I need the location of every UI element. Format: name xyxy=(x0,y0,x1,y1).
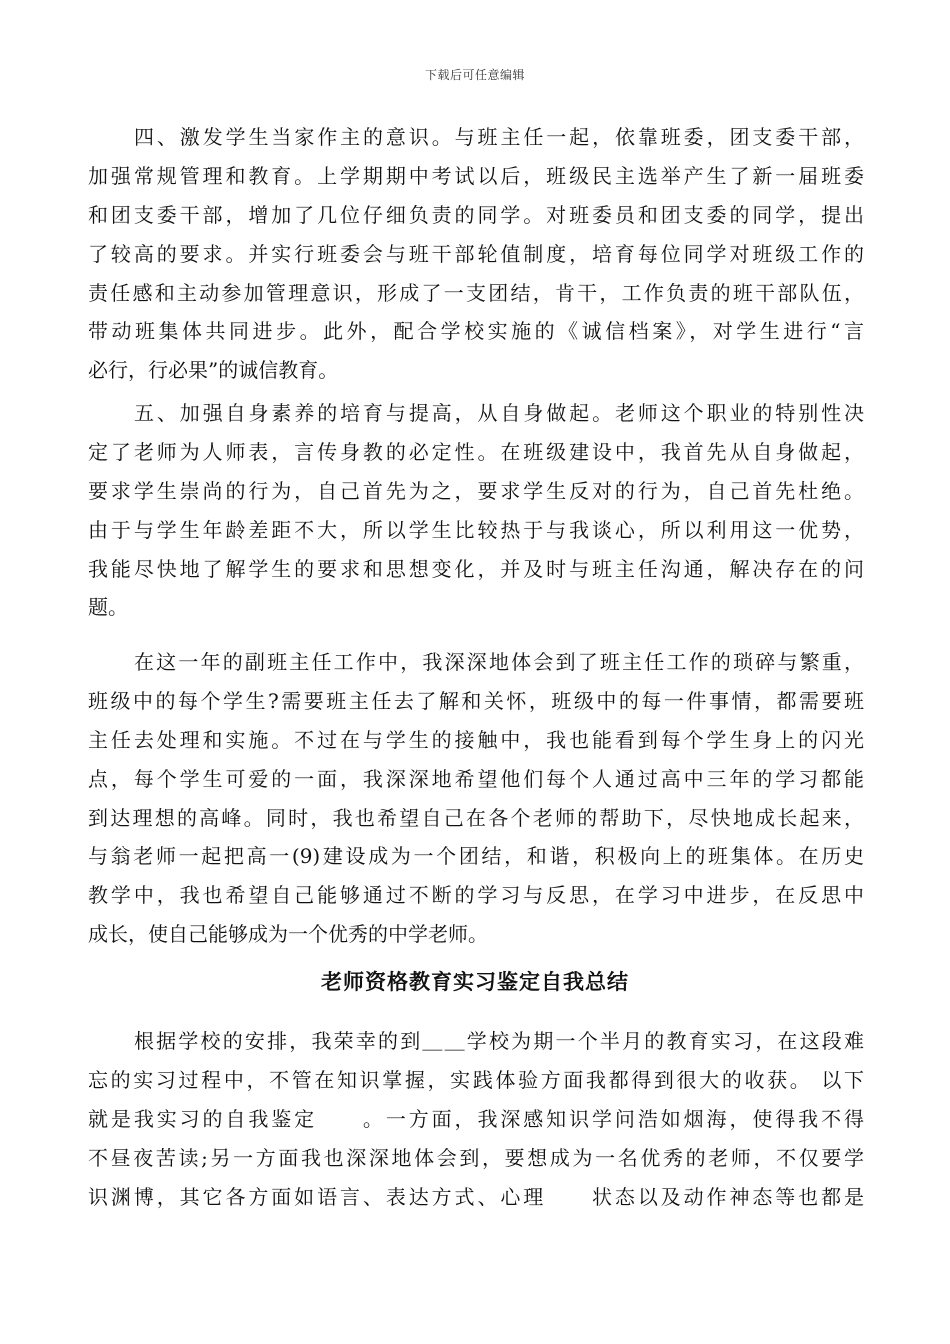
paragraph-line: 了较高的要求。并实行班委会与班干部轮值制度，培育每位同学对班级工作的 xyxy=(88,241,864,266)
paragraph-line: 必行，行必果”的诚信教育。 xyxy=(88,358,339,383)
section-title: 老师资格教育实习鉴定自我总结 xyxy=(321,969,629,994)
paragraph-line: 根据学校的安排，我荣幸的到＿＿学校为期一个半月的教育实习，在这段难 xyxy=(134,1029,864,1053)
paragraph-line: 责任感和主动参加管理意识，形成了一支团结，肯干，工作负责的班干部队伍， xyxy=(88,280,864,305)
paragraph-line: 与翁老师一起把高一(9)建设成为一个团结，和谐，积极向上的班集体。在历史 xyxy=(88,844,864,869)
paragraph-5 xyxy=(88,394,864,627)
paragraph-internship xyxy=(88,1022,864,1216)
paragraph-line: 带动班集体共同进步。此外，配合学校实施的《诚信档案》，对学生进行“言 xyxy=(88,319,864,344)
paragraph-line: 主任去处理和实施。不过在与学生的接触中，我也能看到每个学生身上的闪光 xyxy=(88,727,864,752)
page-header: 下载后可任意编辑 xyxy=(424,68,525,82)
paragraph-line: 加强常规管理和教育。上学期期中考试以后，班级民主选举产生了新一届班委 xyxy=(88,163,864,188)
paragraph-line: 就是我实习的自我鉴定 。一方面，我深感知识学问浩如烟海，使得我不得 xyxy=(88,1106,864,1131)
paragraph-line: 识渊博，其它各方面如语言、表达方式、心理 状态以及动作神态等也都是 xyxy=(88,1184,864,1209)
paragraph-line: 忘的实习过程中，不管在知识掌握，实践体验方面我都得到很大的收获。 以下 xyxy=(88,1067,864,1092)
paragraph-line: 由于与学生年龄差距不大，所以学生比较热于与我谈心，所以利用这一优势， xyxy=(88,517,864,542)
paragraph-line: 要求学生崇尚的行为，自己首先为之，要求学生反对的行为，自己首先杜绝。 xyxy=(88,478,864,503)
paragraph-line: 定了老师为人师表，言传身教的必定性。在班级建设中，我首先从自身做起， xyxy=(88,439,864,464)
paragraph-line: 四、激发学生当家作主的意识。与班主任一起，依靠班委，团支委干部， xyxy=(134,125,864,149)
paragraph-line: 班级中的每个学生?需要班主任去了解和关怀，班级中的每一件事情，都需要班 xyxy=(88,688,864,713)
paragraph-line: 点，每个学生可爱的一面，我深深地希望他们每个人通过高中三年的学习都能 xyxy=(88,766,864,791)
paragraph-line: 成长，使自己能够成为一个优秀的中学老师。 xyxy=(88,922,488,947)
paragraph-line: 在这一年的副班主任工作中，我深深地体会到了班主任工作的琐碎与繁重， xyxy=(134,650,864,674)
paragraph-line: 不昼夜苦读;另一方面我也深深地体会到，要想成为一名优秀的老师，不仅要学 xyxy=(88,1145,864,1170)
paragraph-4 xyxy=(88,118,864,390)
paragraph-line: 到达理想的高峰。同时，我也希望自己在各个老师的帮助下，尽快地成长起来， xyxy=(88,805,864,830)
paragraph-line: 我能尽快地了解学生的要求和思想变化，并及时与班主任沟通，解决存在的问 xyxy=(88,556,864,581)
paragraph-line: 和团支委干部，增加了几位仔细负责的同学。对班委员和团支委的同学，提出 xyxy=(88,202,864,227)
paragraph-summary xyxy=(88,643,864,954)
paragraph-line: 题。 xyxy=(88,595,128,620)
paragraph-line: 五、加强自身素养的培育与提高，从自身做起。老师这个职业的特别性决 xyxy=(134,401,864,425)
paragraph-line: 教学中，我也希望自己能够通过不断的学习与反思，在学习中进步，在反思中 xyxy=(88,883,864,908)
